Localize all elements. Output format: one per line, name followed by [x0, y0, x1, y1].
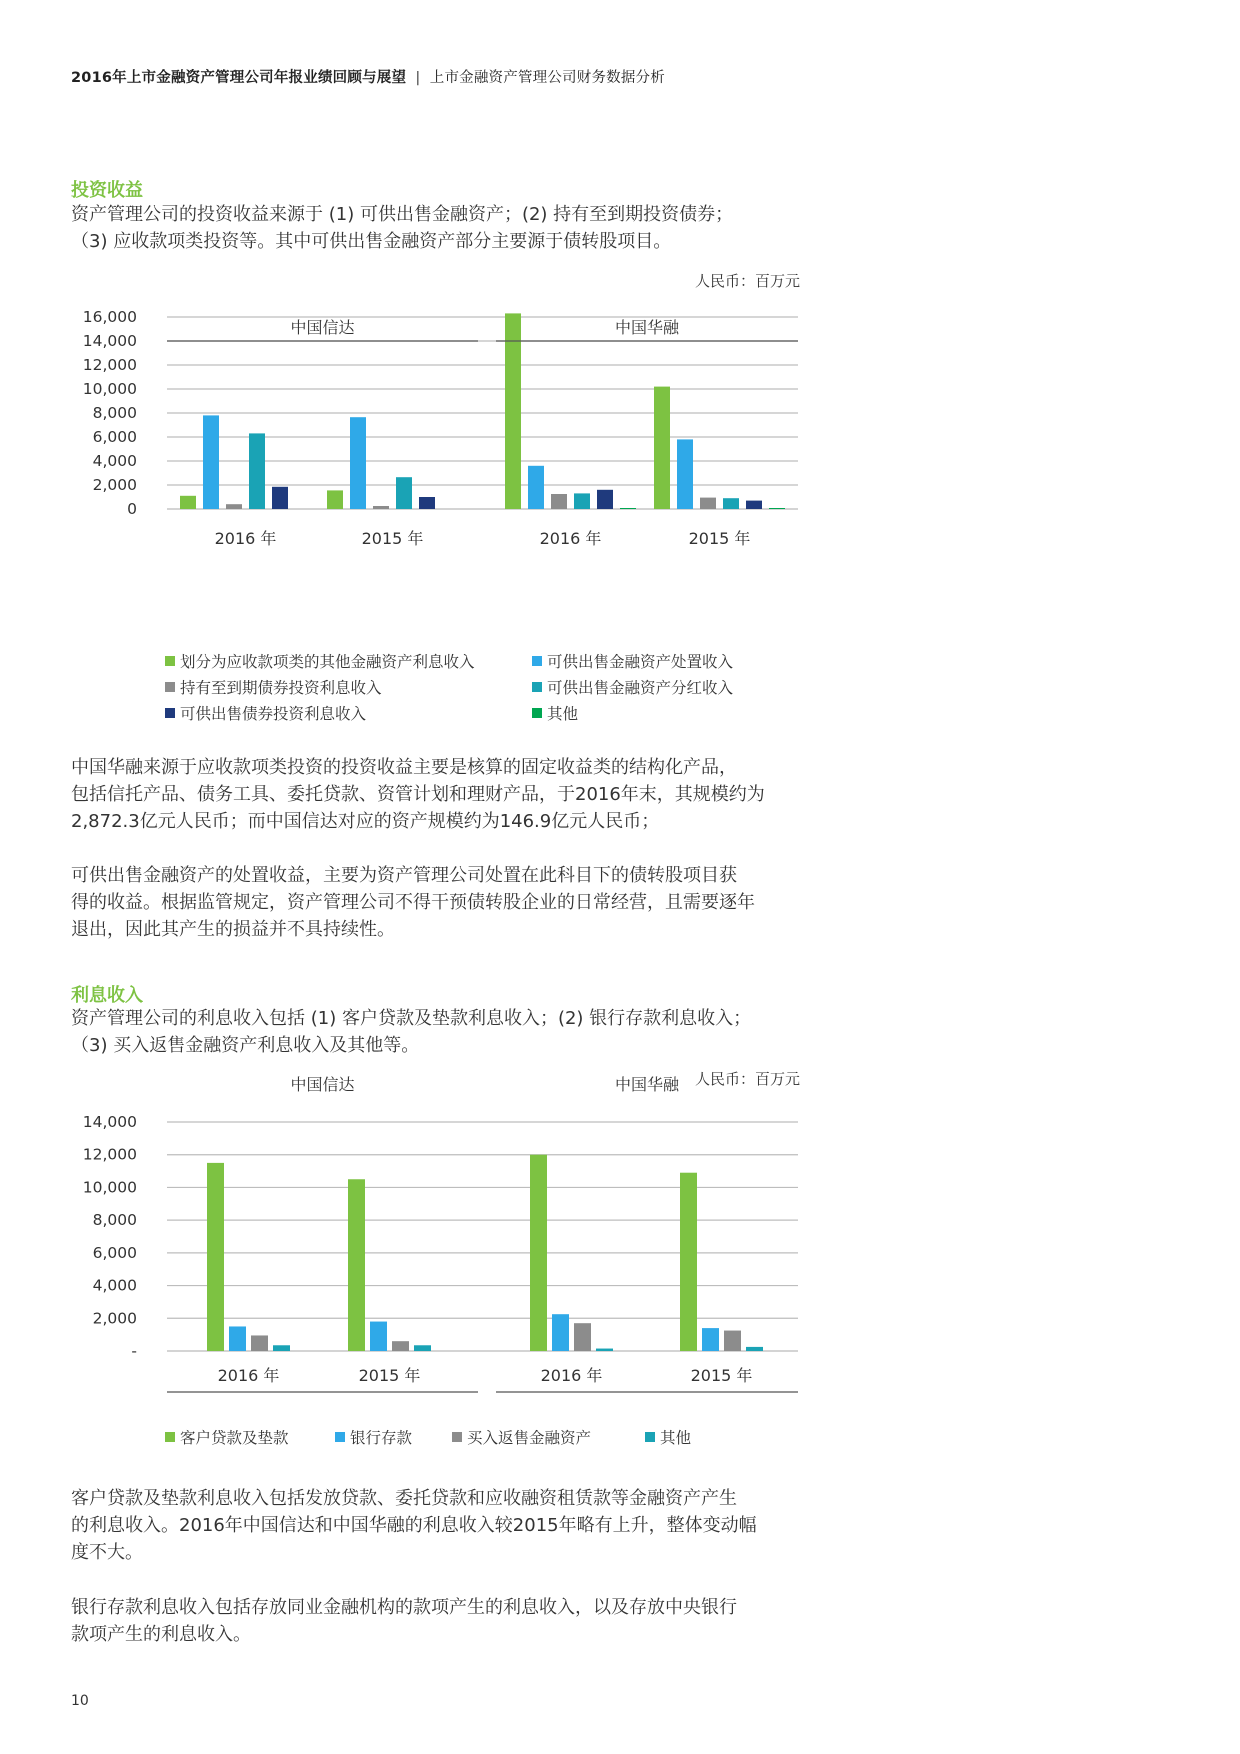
x-category-label: 2015 年 [358, 1366, 421, 1385]
legend-swatch [165, 656, 175, 666]
bar-划分为应收款项类的其他金融资产利息收入 [180, 496, 196, 509]
section2-para3 [71, 1594, 811, 1648]
y-tick-label: 0 [127, 500, 137, 518]
bar-其他 [414, 1345, 431, 1351]
bar-其他 [769, 508, 785, 509]
bar-可供出售金融资产处置收入 [677, 439, 693, 509]
legend-item [165, 702, 366, 724]
legend-label: 划分为应收款项类的其他金融资产利息收入 [180, 653, 475, 671]
text-line: 资产管理公司的利息收入包括 (1) 客户贷款及垫款利息收入；(2) 银行存款利息收入； [71, 1008, 752, 1029]
y-tick-label: 8,000 [92, 1211, 137, 1230]
legend-item [532, 702, 578, 724]
y-tick-label: 8,000 [92, 404, 137, 422]
legend-item [165, 650, 475, 672]
x-group-label: 中国华融 [614, 318, 680, 337]
legend-swatch [165, 682, 175, 692]
text-line: 资产管理公司的投资收益来源于 (1) 可供出售金融资产；(2) 持有至到期投资债券； [71, 204, 734, 225]
bar-可供出售债券投资利息收入 [419, 497, 435, 509]
header-separator: | [415, 70, 421, 86]
bar-其他 [596, 1349, 613, 1351]
x-category-label: 2015 年 [688, 529, 751, 548]
bar-可供出售金融资产分红收入 [574, 493, 590, 509]
text-line: （3) 应收款项类投资等。其中可供出售金融资产部分主要源于债转股项目。 [71, 231, 672, 252]
bar-持有至到期债券投资利息收入 [373, 506, 389, 509]
bar-可供出售债券投资利息收入 [597, 490, 613, 509]
legend-label: 买入返售金融资产 [467, 1429, 592, 1447]
text-line: 退出，因此其产生的损益并不具持续性。 [71, 919, 395, 940]
text-line: 可供出售金融资产的处置收益，主要为资产管理公司处置在此科目下的债转股项目获 [71, 865, 737, 886]
text-line: 银行存款利息收入包括存放同业金融机构的款项产生的利息收入，以及存放中央银行 [71, 1597, 737, 1618]
text-line: 款项产生的利息收入。 [71, 1624, 251, 1645]
bar-其他 [746, 1347, 763, 1351]
y-tick-label: 14,000 [82, 1113, 137, 1131]
legend-swatch [165, 708, 175, 718]
legend-label: 其他 [660, 1429, 692, 1447]
bar-可供出售金融资产分红收入 [249, 433, 265, 509]
y-tick-label: 4,000 [92, 1276, 137, 1295]
chart2-unit-label: 人民币：百万元 [694, 1070, 800, 1088]
bar-可供出售金融资产处置收入 [528, 466, 544, 509]
bar-可供出售债券投资利息收入 [746, 501, 762, 509]
y-tick-label: 6,000 [92, 1243, 137, 1262]
bar-可供出售金融资产分红收入 [723, 498, 739, 509]
legend-label: 其他 [547, 705, 579, 723]
section-title-interest-income: 利息收入 [71, 985, 143, 1006]
bar-客户贷款及垫款 [207, 1163, 224, 1351]
legend-label: 可供出售债券投资利息收入 [180, 705, 367, 723]
bar-持有至到期债券投资利息收入 [700, 498, 716, 509]
page-number: 10 [71, 1693, 89, 1709]
x-group-label: 中国信达 [290, 1075, 355, 1094]
chart1-unit-label: 人民币：百万元 [694, 272, 800, 290]
y-tick-label: 6,000 [92, 428, 137, 446]
bar-划分为应收款项类的其他金融资产利息收入 [327, 490, 343, 509]
legend-item [532, 650, 733, 672]
bar-划分为应收款项类的其他金融资产利息收入 [505, 313, 521, 509]
section2-intro [71, 1005, 811, 1059]
x-category-label: 2016 年 [214, 529, 277, 548]
legend-label: 可供出售金融资产分红收入 [547, 679, 734, 697]
text-line: 的利息收入。2016年中国信达和中国华融的利息收入较2015年略有上升，整体变动幅 [71, 1515, 757, 1536]
text-line: 度不大。 [71, 1542, 143, 1563]
x-category-label: 2016 年 [217, 1366, 280, 1385]
text-line: 2,872.3亿元人民币；而中国信达对应的资产规模约为146.9亿元人民币； [71, 811, 660, 832]
bar-持有至到期债券投资利息收入 [551, 494, 567, 509]
text-line: 中国华融来源于应收款项类投资的投资收益主要是核算的固定收益类的结构化产品， [71, 757, 737, 778]
y-tick-label: 12,000 [82, 1145, 137, 1164]
page-header [71, 66, 665, 87]
bar-买入返售金融资产 [724, 1331, 741, 1351]
legend-swatch [452, 1432, 462, 1442]
y-tick-label: 14,000 [82, 332, 137, 350]
y-tick-label: 10,000 [82, 1178, 137, 1197]
section1-intro [71, 201, 811, 255]
bar-持有至到期债券投资利息收入 [226, 504, 242, 509]
y-tick-label: - [131, 1342, 137, 1360]
legend-item [532, 676, 733, 698]
legend-item [335, 1426, 412, 1448]
legend-label: 客户贷款及垫款 [180, 1429, 289, 1447]
bar-买入返售金融资产 [574, 1323, 591, 1351]
bar-银行存款 [702, 1328, 719, 1351]
legend-swatch [532, 682, 542, 692]
legend-item [645, 1426, 691, 1448]
legend-item [452, 1426, 591, 1448]
legend-label: 可供出售金融资产处置收入 [547, 653, 734, 671]
x-category-label: 2015 年 [690, 1366, 753, 1385]
text-line: 客户贷款及垫款利息收入包括发放贷款、委托贷款和应收融资租赁款等金融资产产生 [71, 1488, 737, 1509]
bar-银行存款 [370, 1322, 387, 1351]
bar-其他 [273, 1345, 290, 1351]
investment-income-chart [0, 290, 1240, 620]
legend-item [165, 1426, 289, 1448]
text-line: 得的收益。根据监管规定，资产管理公司不得干预债转股企业的日常经营，且需要逐年 [71, 892, 755, 913]
legend-swatch [335, 1432, 345, 1442]
bar-银行存款 [552, 1314, 569, 1351]
y-tick-label: 2,000 [92, 476, 137, 494]
header-title: 2016年上市金融资产管理公司年报业绩回顾与展望 [71, 70, 407, 86]
bar-可供出售金融资产处置收入 [350, 417, 366, 509]
bar-买入返售金融资产 [392, 1341, 409, 1351]
bar-买入返售金融资产 [251, 1335, 268, 1351]
x-group-label: 中国信达 [290, 318, 355, 337]
y-tick-label: 16,000 [82, 308, 137, 326]
bar-客户贷款及垫款 [348, 1179, 365, 1351]
legend-swatch [532, 656, 542, 666]
legend-item [165, 676, 382, 698]
legend-swatch [645, 1432, 655, 1442]
header-subtitle: 上市金融资产管理公司财务数据分析 [429, 70, 665, 86]
legend-label: 银行存款 [350, 1429, 413, 1447]
x-group-label: 中国华融 [614, 1075, 680, 1094]
bar-其他 [620, 508, 636, 509]
legend-swatch [165, 1432, 175, 1442]
bar-客户贷款及垫款 [680, 1173, 697, 1351]
x-category-label: 2016 年 [539, 529, 602, 548]
section1-para3 [71, 862, 811, 943]
legend-label: 持有至到期债券投资利息收入 [180, 679, 382, 697]
section2-para2 [71, 1485, 811, 1566]
x-category-label: 2016 年 [540, 1366, 603, 1385]
bar-可供出售债券投资利息收入 [272, 487, 288, 509]
bar-客户贷款及垫款 [530, 1155, 547, 1351]
text-line: （3) 买入返售金融资产利息收入及其他等。 [71, 1035, 420, 1056]
y-tick-label: 12,000 [82, 356, 137, 374]
section-title-investment-income: 投资收益 [71, 180, 143, 201]
y-tick-label: 4,000 [92, 452, 137, 470]
text-line: 包括信托产品、债务工具、委托贷款、资管计划和理财产品，于2016年末，其规模约为 [71, 784, 765, 805]
y-tick-label: 10,000 [82, 380, 137, 398]
bar-划分为应收款项类的其他金融资产利息收入 [654, 387, 670, 509]
bar-可供出售金融资产处置收入 [203, 415, 219, 509]
y-tick-label: 2,000 [92, 1309, 137, 1328]
legend-swatch [532, 708, 542, 718]
bar-银行存款 [229, 1326, 246, 1351]
bar-可供出售金融资产分红收入 [396, 477, 412, 509]
x-category-label: 2015 年 [361, 529, 424, 548]
section1-para2 [71, 754, 811, 835]
